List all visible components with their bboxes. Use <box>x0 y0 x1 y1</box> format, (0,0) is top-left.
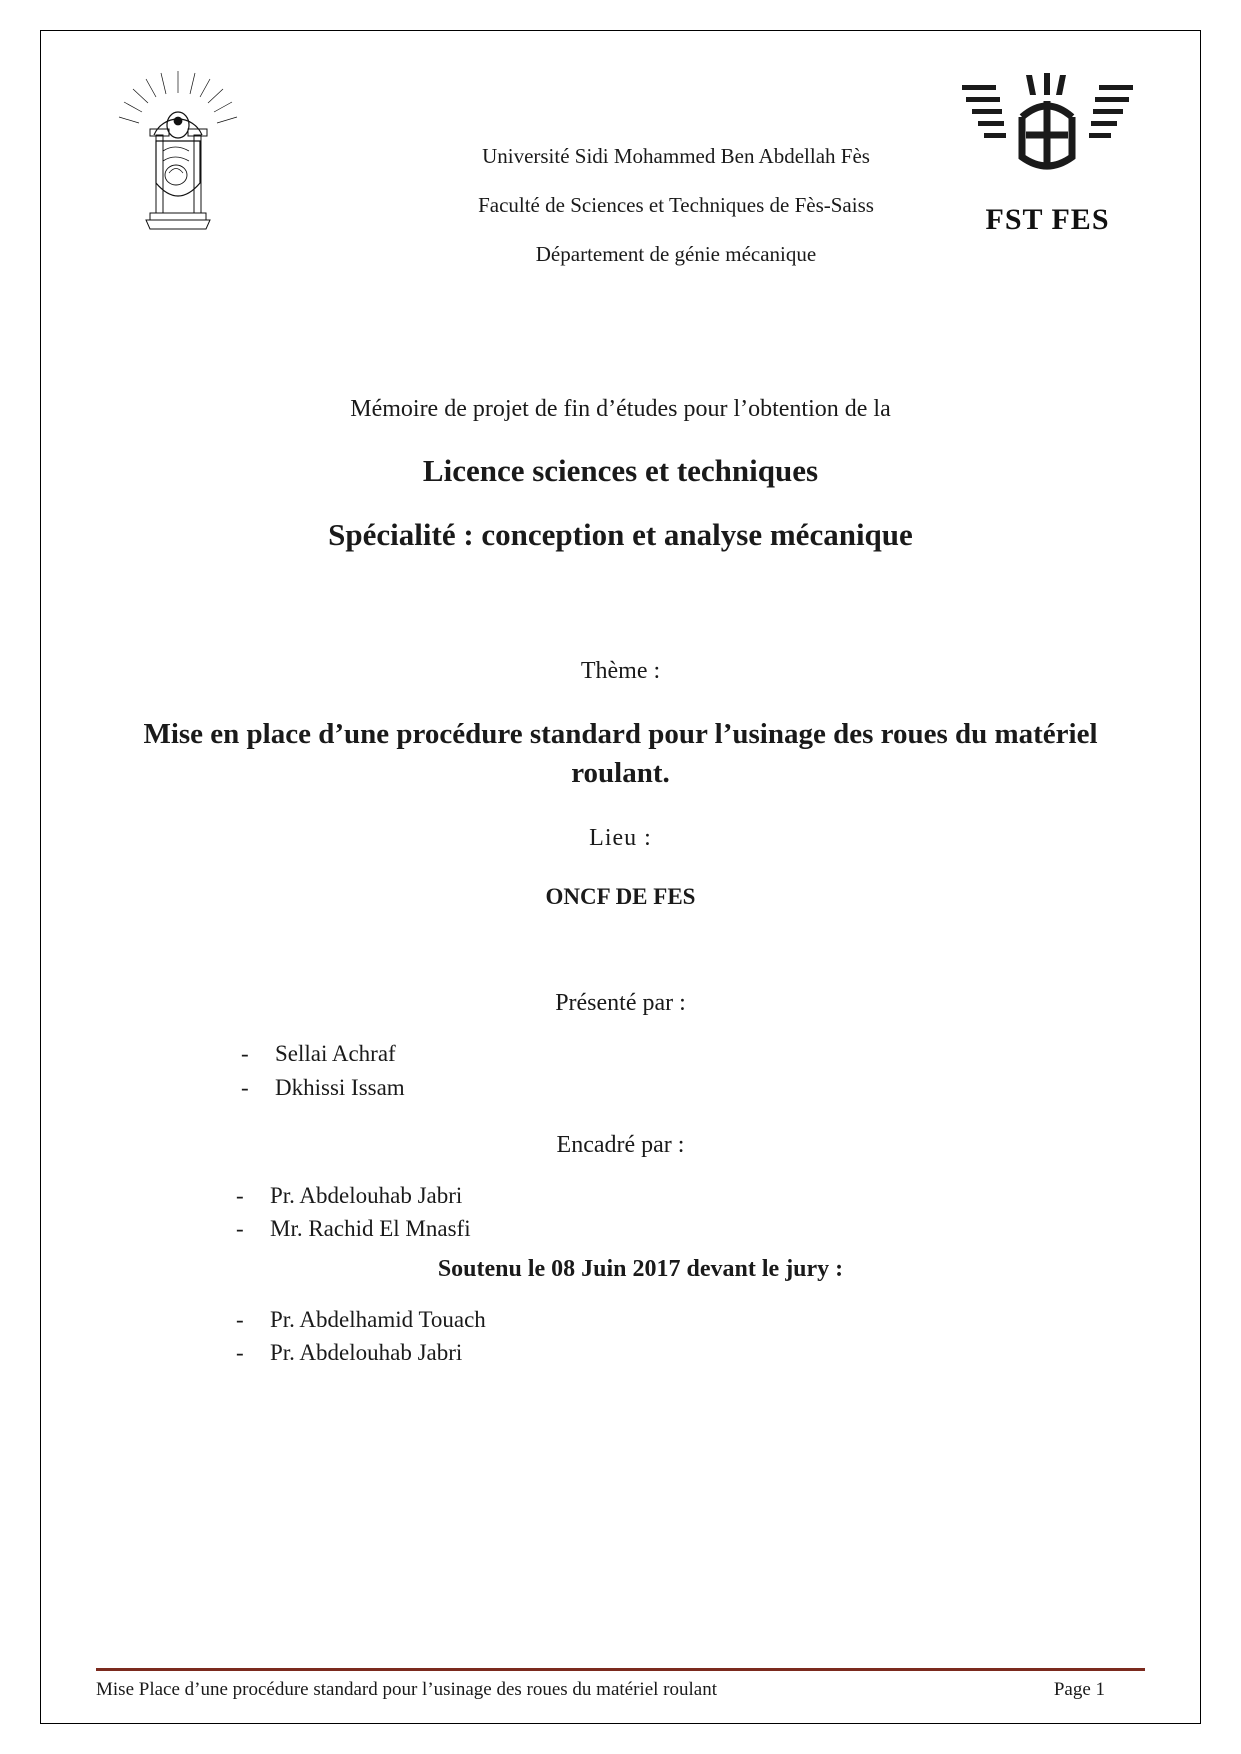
jury-list <box>96 1303 1145 1370</box>
page-footer <box>96 1668 1145 1701</box>
presented-by-label: Présenté par : <box>555 990 686 1017</box>
fst-fes-logo-icon <box>960 71 1135 236</box>
intro-line: Mémoire de projet de fin d’études pour l’obtention de la <box>350 396 891 422</box>
document-header <box>96 51 1145 266</box>
list-item: - Dkhissi Issam <box>241 1071 1145 1104</box>
authors-list <box>96 1037 1145 1104</box>
defense-label: Soutenu le 08 Juin 2017 devant le jury : <box>437 1255 844 1282</box>
place-label: Lieu : <box>589 825 652 852</box>
degree-title: Licence sciences et techniques <box>422 453 819 488</box>
list-item: - Pr. Abdelouhab Jabri <box>236 1336 1145 1369</box>
list-item: - Pr. Abdelouhab Jabri <box>236 1179 1145 1212</box>
speciality-title: Spécialité : conception et analyse mécanique <box>328 517 913 552</box>
footer-row <box>96 1679 1145 1701</box>
supervisors-list <box>96 1179 1145 1246</box>
fst-fes-label: FST FES <box>985 203 1110 236</box>
page-content <box>41 31 1200 1723</box>
university-seal-icon <box>106 63 251 238</box>
theme-title: Mise en place d’une procédure standard pour l’usinage des roues du matériel roulant. <box>143 718 1098 790</box>
list-item: - Pr. Abdelhamid Touach <box>236 1303 1145 1336</box>
page-number: Page 1 <box>1053 1679 1105 1700</box>
list-item: - Sellai Achraf <box>241 1037 1145 1070</box>
footer-divider <box>96 1668 1145 1671</box>
department-name: Département de génie mécanique <box>535 242 817 266</box>
title-block <box>96 396 1145 1369</box>
institution-block <box>291 146 1061 293</box>
list-item: - Mr. Rachid El Mnasfi <box>236 1212 1145 1245</box>
faculty-name: Faculté de Sciences et Techniques de Fès-Saiss <box>478 193 874 217</box>
place-value: ONCF DE FES <box>545 884 696 910</box>
footer-title: Mise Place d’une procédure standard pour l’usinage des roues du matériel roulant <box>96 1679 717 1700</box>
supervised-by-label: Encadré par : <box>556 1131 685 1158</box>
theme-label: Thème : <box>580 658 661 684</box>
university-name: Université Sidi Mohammed Ben Abdellah Fès <box>482 144 870 168</box>
